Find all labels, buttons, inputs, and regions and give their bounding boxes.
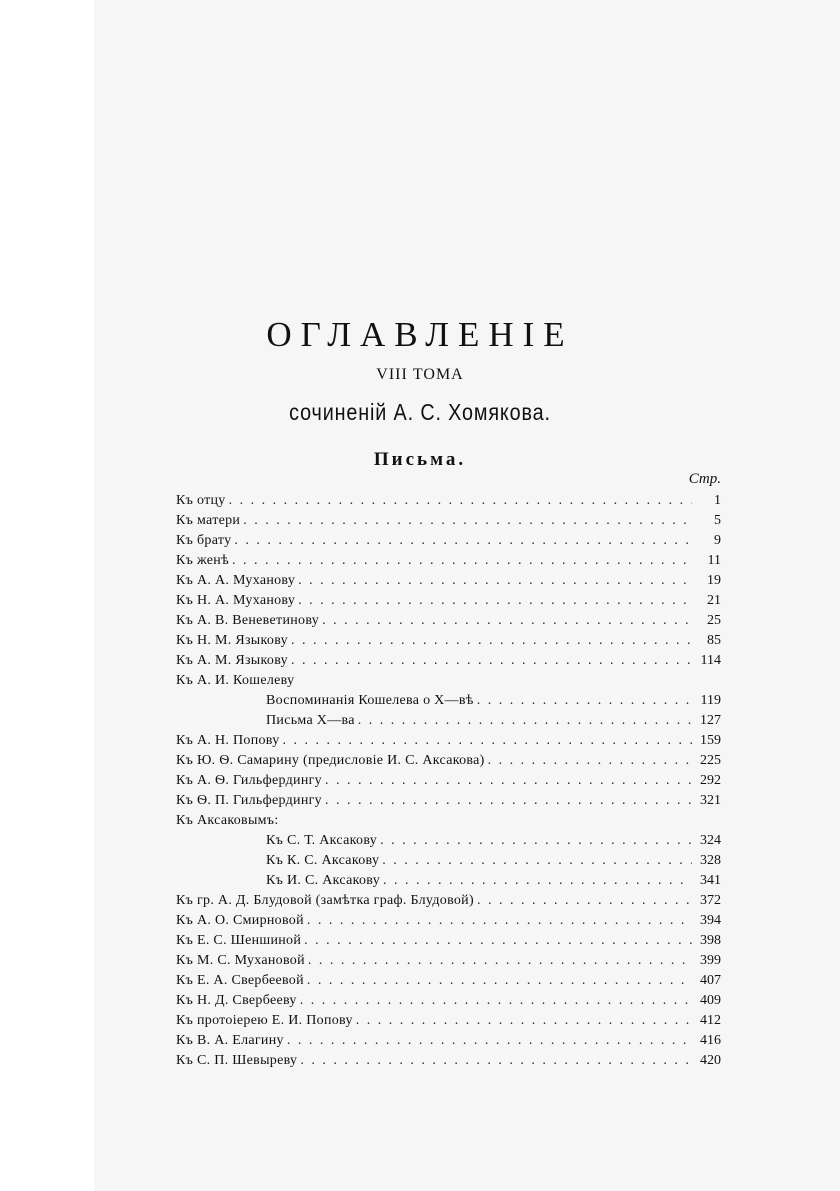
toc-entry	[176, 531, 721, 551]
dot-leader	[298, 591, 692, 611]
toc-entry	[176, 1031, 721, 1051]
page-title: ОГЛАВЛЕНІЕ	[266, 315, 574, 354]
toc-entry-page: 25	[707, 613, 721, 628]
toc-entry-page: 399	[700, 953, 721, 968]
toc-entry-title: Къ В. А. Елагину	[176, 1033, 284, 1048]
toc-entry-title: Къ брату	[176, 533, 232, 548]
toc-entry	[176, 1011, 721, 1031]
toc-entry	[176, 811, 721, 831]
toc-entry-title: Къ матери	[176, 513, 241, 528]
toc-entry-page: 1	[714, 493, 721, 508]
toc-entry	[176, 731, 721, 751]
toc-entry-title: Къ Н. А. Муханову	[176, 593, 296, 608]
toc-entry-page: 5	[714, 513, 721, 528]
toc-entry	[176, 631, 721, 651]
toc-entry	[176, 951, 721, 971]
toc-entry-title: Къ Ю. Ѳ. Самарину (предисловіе И. С. Аксакова)	[176, 753, 485, 768]
toc-entry-page: 21	[707, 593, 721, 608]
section-heading: Письма.	[373, 449, 467, 470]
dot-leader	[477, 691, 692, 711]
dot-leader	[322, 611, 692, 631]
toc-entry	[176, 751, 721, 771]
toc-entry	[176, 971, 721, 991]
dot-leader	[291, 631, 692, 651]
toc-entry-page: 328	[700, 853, 721, 868]
dot-leader	[307, 911, 692, 931]
toc-entry-title: Къ А. В. Веневетинову	[176, 613, 320, 628]
toc-entry-title: Къ Аксаковымъ:	[176, 813, 279, 828]
toc-entry-page: 114	[700, 653, 721, 668]
toc-entry-page: 407	[700, 973, 721, 988]
toc-entry-page: 9	[714, 533, 721, 548]
volume-label: VIII ТОМА	[376, 366, 464, 383]
toc-entry-title: Къ Е. С. Шеншиной	[176, 933, 302, 948]
toc-entry-page: 324	[700, 833, 721, 848]
toc-entry-title: Къ А. М. Языкову	[176, 653, 288, 668]
toc-entry-title: Къ Н. Д. Свербееву	[176, 993, 297, 1008]
dot-leader	[380, 831, 692, 851]
toc-entry-page: 127	[700, 713, 721, 728]
dot-leader	[243, 511, 692, 531]
dot-leader	[308, 951, 692, 971]
toc-entry-title: Къ К. С. Аксакову	[266, 853, 380, 868]
toc-entry	[176, 871, 721, 891]
dot-leader	[383, 871, 692, 891]
dot-leader	[304, 931, 692, 951]
toc-entry	[176, 791, 721, 811]
dot-leader	[488, 751, 692, 771]
toc-entry	[176, 851, 721, 871]
dot-leader	[325, 771, 692, 791]
page-column-label: Стр.	[688, 471, 721, 487]
toc-entry-page: 412	[700, 1013, 721, 1028]
dot-leader	[291, 651, 692, 671]
toc-entry	[176, 891, 721, 911]
dot-leader	[283, 731, 692, 751]
toc-entry-title: Къ М. С. Мухановой	[176, 953, 305, 968]
toc-entry	[176, 831, 721, 851]
toc-entry-page: 398	[700, 933, 721, 948]
toc-entry-page: 420	[700, 1053, 721, 1068]
toc-entry	[176, 491, 721, 511]
toc-entry-page: 85	[707, 633, 721, 648]
toc-entry	[176, 611, 721, 631]
toc-entry	[176, 991, 721, 1011]
toc-entry	[176, 771, 721, 791]
toc-entry-page: 341	[700, 873, 721, 888]
table-of-contents	[176, 491, 721, 1071]
toc-entry-title: Къ С. Т. Аксакову	[266, 833, 378, 848]
works-subtitle: сочиненій А. С. Хомякова.	[289, 399, 551, 425]
toc-entry	[176, 931, 721, 951]
toc-entry-page: 394	[700, 913, 721, 928]
toc-entry-title: Къ А. Н. Попову	[176, 733, 280, 748]
toc-entry	[176, 1051, 721, 1071]
toc-entry-page: 19	[707, 573, 721, 588]
dot-leader	[300, 1051, 692, 1071]
dot-leader	[358, 711, 692, 731]
dot-leader	[287, 1031, 692, 1051]
dot-leader	[477, 891, 692, 911]
toc-entry-title: Къ А. О. Смирновой	[176, 913, 304, 928]
toc-entry	[176, 671, 721, 691]
toc-entry-title: Къ А. И. Кошелеву	[176, 673, 295, 688]
dot-leader	[298, 571, 692, 591]
toc-entry-page: 159	[700, 733, 721, 748]
toc-entry	[176, 711, 721, 731]
toc-entry-title: Къ С. П. Шевыреву	[176, 1053, 298, 1068]
toc-entry	[176, 591, 721, 611]
toc-entry-title: Къ А. А. Муханову	[176, 573, 296, 588]
dot-leader	[300, 991, 692, 1011]
dot-leader	[382, 851, 692, 871]
toc-entry-page: 225	[700, 753, 721, 768]
toc-entry-page: 119	[700, 693, 721, 708]
toc-entry-title: Къ женѣ	[176, 553, 229, 568]
toc-entry-title: Воспоминанія Кошелева о Х—вѣ	[266, 693, 474, 708]
toc-entry-title: Къ Е. А. Свербеевой	[176, 973, 304, 988]
toc-entry-title: Къ И. С. Аксакову	[266, 873, 381, 888]
toc-entry	[176, 551, 721, 571]
toc-entry-page: 409	[700, 993, 721, 1008]
toc-entry-title: Къ гр. А. Д. Блудовой (замѣтка граф. Блудовой)	[176, 893, 474, 908]
toc-entry-title: Письма Х—ва	[266, 713, 355, 728]
toc-entry	[176, 691, 721, 711]
dot-leader	[232, 551, 692, 571]
toc-entry-page: 11	[707, 553, 721, 568]
toc-entry-page: 372	[700, 893, 721, 908]
toc-entry-title: Къ Н. М. Языкову	[176, 633, 288, 648]
dot-leader	[234, 531, 692, 551]
dot-leader	[356, 1011, 692, 1031]
toc-entry	[176, 571, 721, 591]
toc-entry	[176, 911, 721, 931]
toc-entry	[176, 511, 721, 531]
toc-entry-page: 321	[700, 793, 721, 808]
toc-entry-page: 292	[700, 773, 721, 788]
toc-entry-title: Къ протоіерею Е. И. Попову	[176, 1013, 353, 1028]
dot-leader	[325, 791, 692, 811]
dot-leader	[229, 491, 692, 511]
toc-entry-title: Къ отцу	[176, 493, 226, 508]
dot-leader	[307, 971, 692, 991]
toc-entry-page: 416	[700, 1033, 721, 1048]
toc-entry	[176, 651, 721, 671]
toc-entry-title: Къ Ѳ. П. Гильфердингу	[176, 793, 322, 808]
toc-entry-title: Къ А. Ѳ. Гильфердингу	[176, 773, 322, 788]
